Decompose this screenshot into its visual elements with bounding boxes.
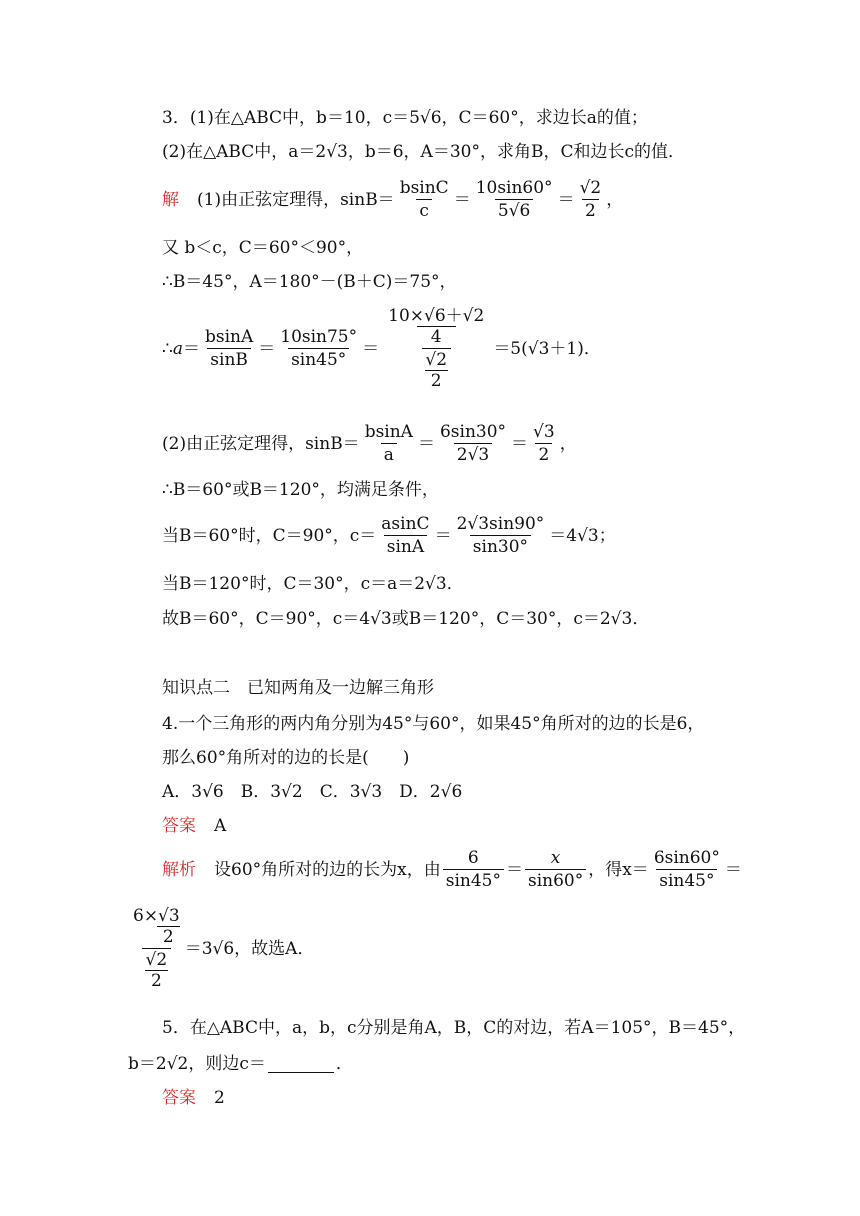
sol3-line7-result: ＝4√3；	[549, 525, 616, 546]
fraction-numerator: x	[550, 848, 561, 868]
fraction-numerator: √2	[579, 178, 602, 198]
fraction-denominator: sin45°	[656, 869, 717, 891]
inner-denominator: 2	[425, 370, 448, 391]
fraction	[577, 178, 605, 221]
fraction	[525, 848, 586, 891]
q5-line1-text: 5．在△ABC中，a，b，c分别是角A，B，C的对边，若A＝105°，B＝45°，	[162, 1018, 746, 1038]
inner-denominator: 2	[145, 970, 168, 991]
q4-analysis-line1: 解析 设60°角所对的边的长为x，由 $\frac{6}{\sin 45^\circ}$ ＝ $\frac{x}{\sin 60^\circ}$ ，得x＝ $\frac{6\sin 60^\circ}{\sin 45^\circ}$ ＝	[162, 848, 742, 891]
q5-line2-end: ．	[335, 1054, 353, 1074]
q4-line1	[162, 712, 704, 736]
fraction-numerator: 2√3sin90°	[456, 514, 545, 534]
inner-denominator: 2	[157, 926, 180, 947]
fraction	[378, 514, 432, 557]
sol3-line5-intro: (2)由正弦定理得，sinB＝	[162, 433, 360, 454]
fraction-numerator: 10sin75°	[280, 327, 358, 347]
fraction-denominator: 2	[535, 443, 552, 465]
answer-value: 2	[214, 1088, 225, 1108]
sol3-line3	[162, 270, 457, 294]
q5-answer	[162, 1086, 225, 1110]
answer-label: 答案	[162, 816, 196, 836]
section-title	[162, 676, 434, 700]
q3-part2-text: (2)在△ABC中，a＝2√3，b＝6，A＝30°，求角B，C和边长c的值．	[162, 142, 685, 162]
compound-denominator	[142, 948, 171, 991]
fraction-denominator: sin45°	[288, 348, 349, 370]
fraction	[362, 422, 416, 465]
fraction-denominator: c	[416, 199, 432, 221]
q4-line1-text: 4.一个三角形的两内角分别为45°与60°，如果45°角所对的边的长是6，	[162, 714, 705, 734]
sol3-line8	[162, 572, 464, 596]
sol3-line7-intro: 当B＝60°时，C＝90°，c＝	[162, 525, 377, 546]
answer-blank	[268, 1056, 334, 1073]
q4-analysis-mid: ，得x＝	[588, 859, 649, 880]
fraction	[443, 848, 504, 891]
compound-fraction	[381, 306, 491, 391]
fraction	[473, 178, 556, 221]
compound-denominator	[422, 348, 451, 391]
sol3-line7: 当B＝60°时，C＝90°，c＝ $\frac{asinC}{\sin A}$ ＝ $\frac{2√3\sin 90^\circ}{\sin 30^\circ}$ ＝4√3；	[162, 514, 616, 557]
q4-line2-text: 那么60°角所对的边的长是( )	[162, 748, 410, 768]
fraction-numerator: bsinC	[399, 178, 449, 198]
sol3-line9	[162, 607, 649, 631]
fraction	[530, 422, 558, 465]
answer-value: A	[214, 816, 227, 836]
fraction	[397, 178, 452, 221]
q4-analysis-intro: 设60°角所对的边的长为x，由	[214, 859, 441, 880]
q5-line2-text: b＝2√2，则边c＝	[128, 1054, 266, 1074]
q4-options-text: A．3√6 B．3√2 C．3√3 D．2√6	[162, 782, 463, 802]
fraction-numerator: 6sin60°	[653, 848, 720, 868]
inner-numerator: √2	[145, 950, 168, 970]
q5-line1	[162, 1016, 745, 1040]
fraction	[202, 327, 256, 370]
fraction	[437, 422, 509, 465]
compound-numerator	[381, 306, 491, 348]
sol3-line1: 解 (1)由正弦定理得，sinB＝ $\frac{bsinC}{c}$ ＝ $\frac{10\sin 60^\circ}{5√6}$ ＝ $\frac{√2}{2}$ ，	[162, 178, 624, 221]
sol3-line6	[162, 478, 439, 502]
compound-fraction	[130, 906, 183, 991]
fraction-numerator: bsinA	[204, 327, 254, 347]
fraction-denominator: sinA	[384, 535, 427, 557]
fraction-denominator: 2	[582, 199, 599, 221]
inner-numerator: 6×√3	[133, 906, 180, 926]
sol3-line3-text: ∴B＝45°，A＝180°－(B＋C)＝75°，	[162, 272, 457, 292]
sol3-line9-text: 故B＝60°，C＝90°，c＝4√3或B＝120°，C＝30°，c＝2√3．	[162, 609, 650, 629]
fraction	[277, 327, 360, 370]
q4-analysis-result: ＝3√6，故选A．	[184, 938, 315, 959]
q4-options	[162, 780, 462, 804]
q3-part1	[162, 106, 648, 130]
fraction-denominator: 5√6	[495, 199, 533, 221]
q5-line2	[128, 1052, 353, 1076]
fraction-numerator: bsinA	[364, 422, 413, 442]
fraction-numerator: 6sin30°	[439, 422, 507, 442]
inner-denominator: 4	[417, 326, 456, 347]
fraction-numerator: 6	[467, 848, 479, 868]
fraction-denominator: sin60°	[525, 869, 586, 891]
fraction-denominator: sin45°	[443, 869, 504, 891]
fraction-numerator: asinC	[381, 514, 430, 534]
sol3-line4: ∴ a ＝ $\frac{bsinA}{\sin B}$ ＝ $\frac{10\sin 75^\circ}{\sin 45^\circ}$ ＝ $\frac{\frac{10\times√6+√2}{4}}{\frac{√2}{2}}$ ＝5(√3＋1)．	[162, 306, 601, 391]
q4-analysis-line2	[128, 906, 314, 991]
solution-label: 解	[162, 189, 179, 210]
q3-part2	[162, 140, 685, 164]
sol3-line2-text: 又 b＜c，C＝60°＜90°，	[162, 238, 364, 258]
analysis-label: 解析	[162, 859, 196, 880]
fraction-numerator: 10sin60°	[475, 178, 553, 198]
fraction	[651, 848, 723, 891]
sol3-line5: (2)由正弦定理得，sinB＝ $\frac{bsinA}{a}$ ＝ $\frac{6\sin 30^\circ}{2√3}$ ＝ $\frac{√3}{2}$ ，	[162, 422, 577, 465]
sol3-line8-text: 当B＝120°时，C＝30°，c＝a＝2√3．	[162, 574, 464, 594]
fraction-denominator: 2√3	[454, 443, 492, 465]
fraction-denominator: sinB	[207, 348, 251, 370]
compound-numerator	[130, 906, 183, 948]
q4-line2	[162, 746, 409, 770]
q4-answer	[162, 814, 226, 838]
sol3-line6-text: ∴B＝60°或B＝120°，均满足条件，	[162, 480, 439, 500]
fraction-denominator: a	[381, 443, 397, 465]
fraction	[454, 514, 548, 557]
inner-numerator: √2	[425, 350, 448, 370]
fraction-denominator: sin30°	[470, 535, 531, 557]
section-title-text: 知识点二 已知两角及一边解三角形	[162, 678, 434, 698]
inner-numerator: 10×√6＋√2	[388, 306, 485, 326]
sol3-line2	[162, 236, 363, 260]
sol3-line1-intro: (1)由正弦定理得，sinB＝	[197, 189, 395, 210]
fraction-numerator: √3	[533, 422, 555, 442]
sol3-line4-result: ＝5(√3＋1)．	[493, 338, 601, 359]
answer-label: 答案	[162, 1088, 196, 1108]
q3-part1-text: 3．(1)在△ABC中，b＝10，c＝5√6，C＝60°，求边长a的值；	[162, 108, 648, 128]
